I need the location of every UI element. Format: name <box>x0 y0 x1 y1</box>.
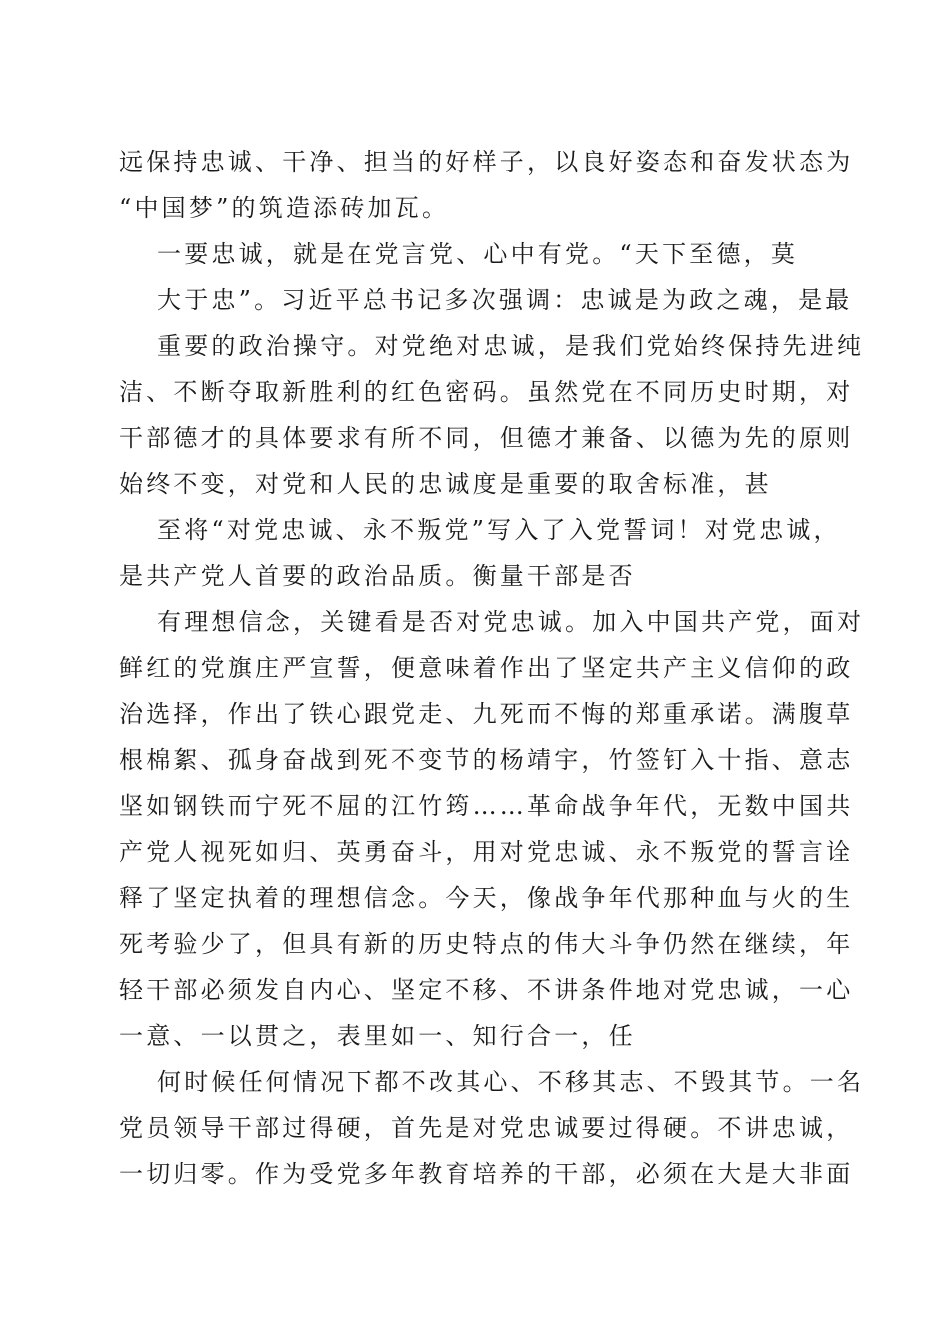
text-line: 死考验少了，但具有新的历史特点的伟大斗争仍然在继续，年 <box>119 930 854 958</box>
text-line: 治选择，作出了铁心跟党走、九死而不悔的郑重承诺。满腹草 <box>119 700 854 728</box>
text-line: 坚如钢铁而宁死不屈的江竹筠……革命战争年代，无数中国共 <box>119 792 854 820</box>
text-line: 鲜红的党旗庄严宣誓，便意味着作出了坚定共产主义信仰的政 <box>119 654 854 682</box>
text-line: 一要忠诚，就是在党言党、心中有党。“天下至德，莫 <box>157 240 799 268</box>
text-line: 至将“对党忠诚、永不叛党”写入了入党誓词！对党忠诚， <box>157 516 841 544</box>
text-line: 释了坚定执着的理想信念。今天，像战争年代那种血与火的生 <box>119 884 854 912</box>
text-line: 远保持忠诚、干净、担当的好样子，以良好姿态和奋发状态为 <box>119 148 854 176</box>
text-line: “中国梦”的筑造添砖加瓦。 <box>119 194 450 222</box>
text-line: 根棉絮、孤身奋战到死不变节的杨靖宇，竹签钉入十指、意志 <box>119 746 854 774</box>
text-line: 一意、一以贯之，表里如一、知行合一，任 <box>119 1022 636 1050</box>
text-line: 大于忠”。习近平总书记多次强调：忠诚是为政之魂，是最 <box>157 286 853 314</box>
text-line: 何时候任何情况下都不改其心、不移其志、不毁其节。一名 <box>157 1068 865 1096</box>
text-line: 产党人视死如归、英勇奋斗，用对党忠诚、永不叛党的誓言诠 <box>119 838 854 866</box>
text-line: 重要的政治操守。对党绝对忠诚，是我们党始终保持先进纯 <box>157 332 865 360</box>
text-line: 干部德才的具体要求有所不同，但德才兼备、以德为先的原则 <box>119 424 854 452</box>
text-line: 是共产党人首要的政治品质。衡量干部是否 <box>119 562 636 590</box>
text-line: 轻干部必须发自内心、坚定不移、不讲条件地对党忠诚，一心 <box>119 976 854 1004</box>
text-line: 有理想信念，关键看是否对党忠诚。加入中国共产党，面对 <box>157 608 865 636</box>
text-line: 党员领导干部过得硬，首先是对党忠诚要过得硬。不讲忠诚， <box>119 1114 854 1142</box>
text-line: 一切归零。作为受党多年教育培养的干部，必须在大是大非面 <box>119 1160 854 1188</box>
text-line: 洁、不断夺取新胜利的红色密码。虽然党在不同历史时期，对 <box>119 378 854 406</box>
text-line: 始终不变，对党和人民的忠诚度是重要的取舍标准，甚 <box>119 470 772 498</box>
